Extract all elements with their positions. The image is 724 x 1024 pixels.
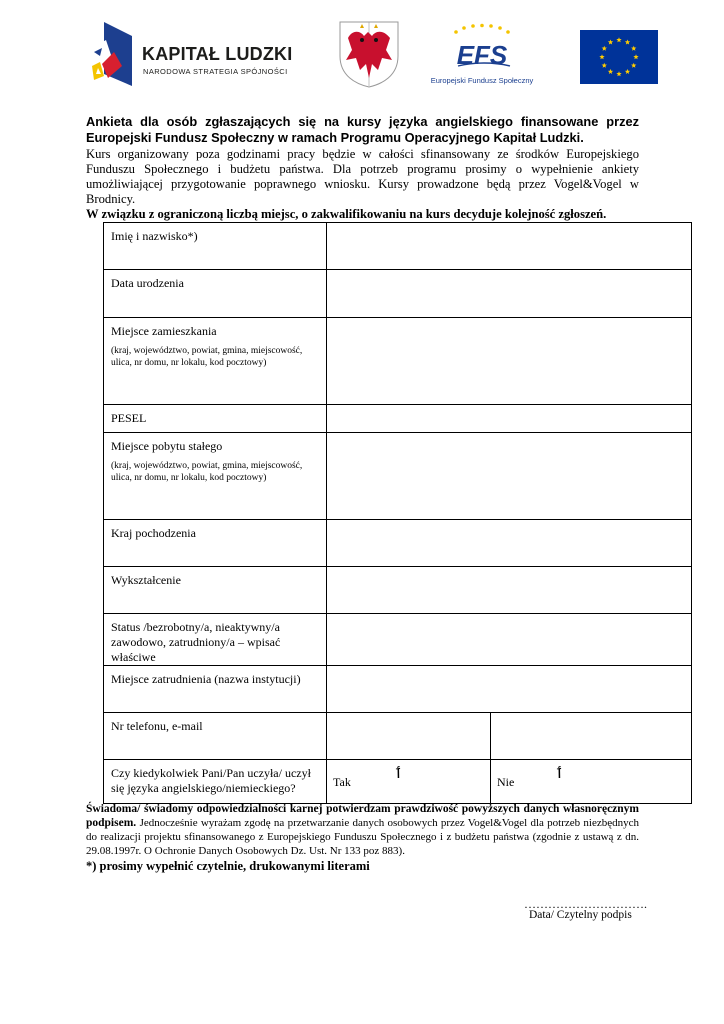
- education-label: Wykształcenie: [111, 573, 181, 587]
- form-row-status: [104, 614, 692, 666]
- name-field[interactable]: [327, 223, 692, 270]
- declaration-section: [86, 802, 639, 874]
- birth-date-label: Data urodzenia: [111, 276, 184, 290]
- answer-no-checkbox[interactable]: ٲ: [555, 766, 564, 782]
- declaration-bold: Świadoma/ świadomy odpowiedzialności karnej potwierdzam prawdziwość powyższych danych własnoręcznym podpisem.: [86, 803, 639, 829]
- answer-no-label: Nie: [497, 775, 515, 789]
- residence-note: (kraj, województwo, powiat, gmina, miejscowość, ulica, nr domu, nr lokalu, kod pocztowy): [111, 346, 303, 368]
- permanent-residence-note: (kraj, województwo, powiat, gmina, miejscowość, ulica, nr domu, nr lokalu, kod pocztowy): [111, 461, 303, 483]
- pesel-label-cell: [104, 405, 327, 433]
- signature-label: Data/ Czytelny podpis: [529, 909, 632, 921]
- answer-yes-checkbox[interactable]: ٲ: [394, 766, 403, 782]
- employer-label: Miejsce zatrudnienia (nazwa instytucji): [111, 672, 301, 686]
- origin-field[interactable]: [327, 520, 692, 567]
- origin-label: Kraj pochodzenia: [111, 526, 196, 540]
- employer-field[interactable]: [327, 666, 692, 713]
- residence-label: Miejsce zamieszkania: [111, 324, 217, 338]
- kapital-ludzki-title: KAPITAŁ LUDZKI: [142, 44, 293, 64]
- name-label-cell: [104, 223, 327, 270]
- answer-yes-cell[interactable]: [327, 760, 491, 804]
- language-history-label-cell: [104, 760, 327, 804]
- survey-title: Ankieta dla osób zgłaszających się na kursy języka angielskiego finansowane przez Europejski Fundusz Społeczny w ramach Programu Operacyjnego Kapitał Ludzki.: [86, 114, 639, 145]
- header-logos: [0, 18, 724, 90]
- form-row-pesel: [104, 405, 692, 433]
- status-label: Status /bezrobotny/a, nieaktywny/a zawodowo, zatrudniony/a – wpisać właściwe: [111, 620, 281, 664]
- pesel-field[interactable]: [327, 405, 692, 433]
- declaration-note: *) prosimy wypełnić czytelnie, drukowanymi literami: [86, 859, 370, 873]
- kapital-ludzki-subtitle: NARODOWA STRATEGIA SPÓJNOŚCI: [143, 67, 288, 76]
- form-row-residence: [104, 318, 692, 405]
- form-row-employer: [104, 666, 692, 713]
- status-field[interactable]: [327, 614, 692, 666]
- survey-description: Kurs organizowany poza godzinami pracy będzie w całości sfinansowany ze środków Europejskiego Funduszu Społecznego i budżetu państwa. Dla potrzeb programu prosimy o wypełnienie ankiety umożliwiającej przygotowanie poprawnego wniosku. Kursy prowadzone będą przez Vogel&Vogel w Brodnicy.: [86, 147, 639, 206]
- permanent-residence-label: Miejsce pobytu stałego: [111, 439, 223, 453]
- pesel-label: PESEL: [111, 411, 147, 425]
- birth-date-field[interactable]: [327, 270, 692, 318]
- origin-label-cell: [104, 520, 327, 567]
- form-row-name: [104, 223, 692, 270]
- phone-label-cell: [104, 713, 327, 760]
- birth-date-label-cell: [104, 270, 327, 318]
- form-row-education: [104, 567, 692, 614]
- efs-caption: Europejski Fundusz Społeczny: [430, 76, 534, 85]
- form-row-permanent-residence: [104, 433, 692, 520]
- kapital-ludzki-logo: [92, 22, 312, 88]
- eu-flag-icon: [580, 30, 658, 84]
- form-row-origin: [104, 520, 692, 567]
- answer-no-cell[interactable]: [491, 760, 692, 804]
- education-label-cell: [104, 567, 327, 614]
- phone-field[interactable]: [327, 713, 491, 760]
- form-row-birth-date: [104, 270, 692, 318]
- permanent-residence-label-cell: [104, 433, 327, 520]
- signature-line: ………………………….: [524, 897, 647, 911]
- status-label-cell: [104, 614, 327, 666]
- form-row-phone: [104, 713, 692, 760]
- education-field[interactable]: [327, 567, 692, 614]
- qualification-notice: W związku z ograniczoną liczbą miejsc, o zakwalifikowaniu na kurs decyduje kolejność zgłoszeń.: [86, 207, 607, 221]
- employer-label-cell: [104, 666, 327, 713]
- language-history-label: Czy kiedykolwiek Pani/Pan uczyła/ uczył się języka angielskiego/niemieckiego?: [111, 766, 311, 795]
- phone-label: Nr telefonu, e-mail: [111, 719, 203, 733]
- kapital-ludzki-mark-icon: [92, 22, 132, 86]
- application-form-table: [103, 222, 692, 804]
- residence-label-cell: [104, 318, 327, 405]
- efs-mark-text: EFS: [456, 40, 508, 70]
- residence-field[interactable]: [327, 318, 692, 405]
- declaration-consent: Jednocześnie wyrażam zgodę na przetwarzanie danych osobowych przez Vogel&Vogel dla potrzeb niezbędnych do realizacji projektu sfinansowanego z Europejskiego Funduszu Społecznego i z budżetu państwa (zgodnie z ustawą z dn. 29.08.1997r. O Ochronie Danych Osobowych Dz. Ust. Nr 133 poz 883).: [86, 817, 640, 857]
- answer-yes-label: Tak: [333, 775, 351, 789]
- declaration-statement: [86, 802, 639, 858]
- kuyavian-pomeranian-crest-icon: [338, 20, 400, 88]
- efs-mark-icon: [428, 22, 536, 76]
- efs-logo: [428, 22, 536, 88]
- permanent-residence-field[interactable]: [327, 433, 692, 520]
- form-row-language-history: [104, 760, 692, 804]
- intro-section: [86, 114, 639, 222]
- email-field[interactable]: [491, 713, 692, 760]
- name-label: Imię i nazwisko*): [111, 229, 198, 243]
